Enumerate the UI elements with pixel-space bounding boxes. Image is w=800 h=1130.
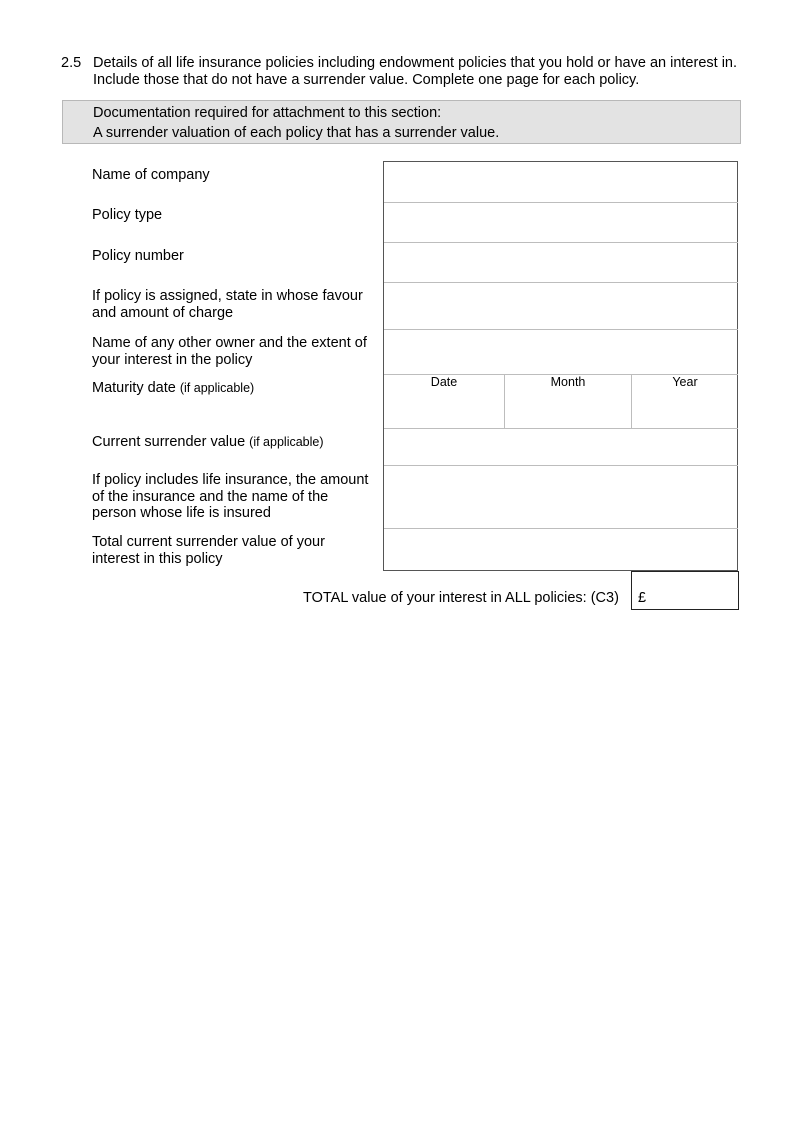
label-owner-line-2: your interest in the policy <box>92 351 253 368</box>
total-label: TOTAL value of your interest in ALL policies: (C3) <box>303 590 619 606</box>
label-assigned <box>92 288 382 321</box>
label-owner <box>92 335 382 368</box>
label-maturity-text: Maturity date <box>92 380 176 396</box>
label-surrender <box>92 434 382 451</box>
policy-type-field[interactable] <box>384 203 738 242</box>
label-total-surrender-line-1: Total current surrender value of your <box>92 534 325 550</box>
label-life-line-2: of the insurance and the name of the <box>92 488 329 505</box>
label-policy-number: Policy number <box>92 248 184 264</box>
label-owner-line-1: Name of any other owner and the extent of <box>92 335 367 351</box>
owner-field[interactable] <box>384 330 738 374</box>
label-total-surrender-line-2: interest in this policy <box>92 550 223 567</box>
policy-number-field[interactable] <box>384 243 738 282</box>
company-field[interactable] <box>384 162 738 202</box>
intro-line-2: Include those that do not have a surrender value. Complete one page for each policy. <box>93 72 640 88</box>
label-maturity <box>92 380 382 397</box>
column-header-month: Month <box>550 375 586 389</box>
label-policy-type: Policy type <box>92 207 163 223</box>
label-life-line-1: If policy includes life insurance, the amount <box>92 472 369 488</box>
currency-symbol: £ <box>638 590 647 606</box>
section-number: 2.5 <box>61 55 82 71</box>
column-header-year: Year <box>672 375 698 389</box>
column-header-date: Date <box>430 375 458 389</box>
label-surrender-note: (if applicable) <box>249 435 324 449</box>
documentation-box <box>62 100 741 144</box>
documentation-line-1: Documentation required for attachment to this section: <box>93 105 442 121</box>
total-surrender-field[interactable] <box>384 529 738 570</box>
total-value-field[interactable] <box>631 571 739 610</box>
label-life-line-3: person whose life is insured <box>92 505 271 521</box>
label-life <box>92 472 382 522</box>
label-maturity-note: (if applicable) <box>179 381 255 395</box>
label-surrender-text: Current surrender value <box>92 434 246 450</box>
surrender-field[interactable] <box>384 429 738 465</box>
assigned-field[interactable] <box>384 283 738 329</box>
life-insurance-field[interactable] <box>384 466 738 528</box>
label-assigned-line-2: and amount of charge <box>92 304 234 321</box>
label-total-surrender <box>92 534 382 567</box>
section-intro <box>93 55 773 89</box>
label-assigned-line-1: If policy is assigned, state in whose favour <box>92 288 363 304</box>
label-company: Name of company <box>92 167 210 183</box>
policy-input-grid <box>383 161 738 571</box>
documentation-line-2: A surrender valuation of each policy that has a surrender value. <box>93 125 500 141</box>
intro-line-1: Details of all life insurance policies including endowment policies that you hold or have an interest in. <box>93 55 738 71</box>
